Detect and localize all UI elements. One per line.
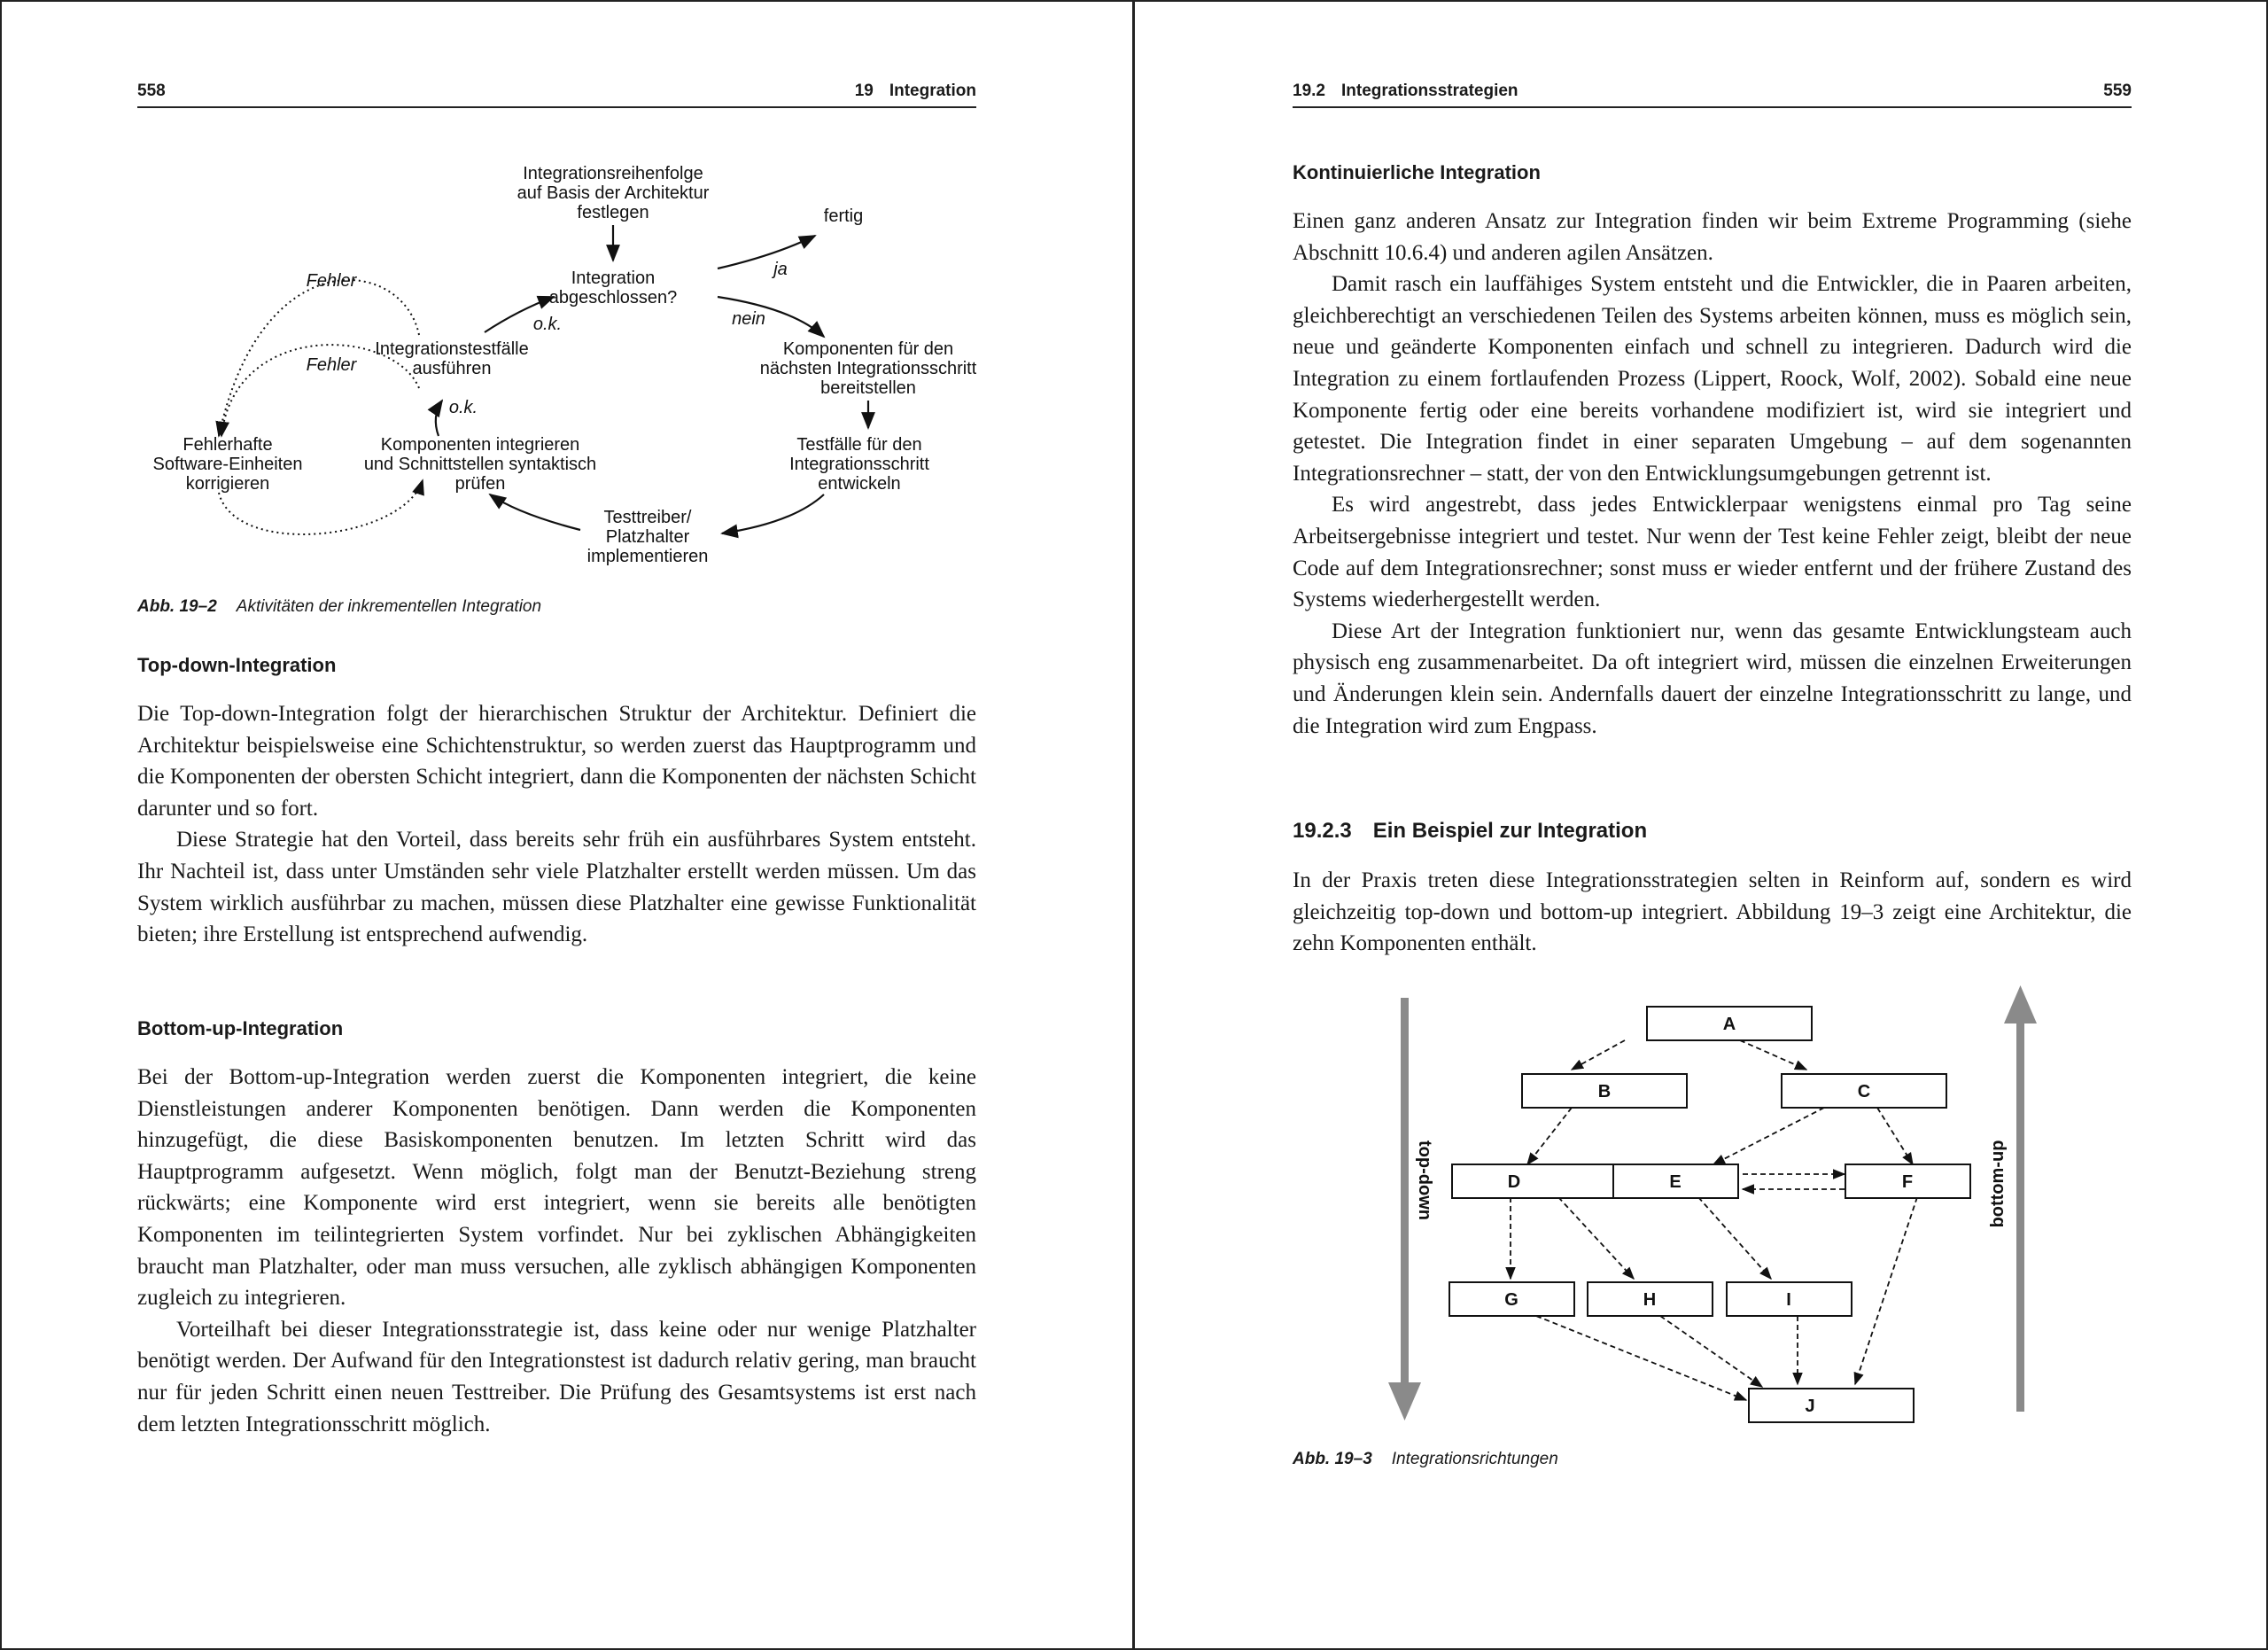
edge-b-d (1527, 1108, 1572, 1164)
figure-caption-text: Integrationsrichtungen (1391, 1450, 1558, 1468)
section-title: Ein Beispiel zur Integration (1372, 819, 1648, 843)
node-testfaelle-line2: Integrationsschritt (789, 455, 929, 474)
running-head-left (137, 80, 976, 108)
edge-c-e (1713, 1108, 1824, 1164)
paragraph: In der Praxis treten diese Integrationsstrategien selten in Reinform auf, sondern es wird gleichzeitig top-down und bottom-up integriert. Abbildung 19–3 zeigt eine Architektur, die zehn Komponenten enthält. (1293, 868, 2132, 956)
top-down-label: top-down (1415, 1140, 1434, 1220)
section-title (1293, 82, 1518, 101)
node-testtreiber-line2: Platzhalter (605, 527, 690, 547)
chapter-title (855, 82, 976, 101)
component-box-d (1452, 1164, 1617, 1198)
node-bereitstellen-line1: Komponenten für den (782, 339, 954, 359)
chapter-title-text: Integration (889, 82, 976, 100)
paragraph: Vorteilhaft bei dieser Integrationsstrategie ist, dass keine oder nur wenige Platzhalter benötigt werden. Der Aufwand für den Integrationstest ist dadurch relativ gering, man braucht nur für jeden Schritt einen neuen Testtreiber. Die Prüfung des Gesamtsystems ist erst nach dem letzten Integrationsschritt möglich. (137, 1317, 976, 1436)
edge-g-j (1536, 1316, 1746, 1400)
running-head-right (1293, 80, 2132, 108)
component-label-b: B (1597, 1082, 1612, 1101)
component-label-f: F (1901, 1172, 1914, 1192)
edge-d-h (1558, 1197, 1634, 1279)
node-testtreiber-line1: Testtreiber/ (603, 508, 692, 527)
figure-caption-19-3 (1293, 1450, 1558, 1469)
section-number: 19.2 (1293, 82, 1325, 100)
node-abgeschlossen-line1: Integration (571, 269, 656, 288)
component-label-d: D (1507, 1172, 1521, 1192)
figure-label: Abb. 19–2 (137, 597, 217, 616)
heading-beispiel (1293, 819, 1647, 844)
arrow-abgeschlossen-to-fertig (718, 236, 815, 269)
node-reihenfolge-line3: festlegen (577, 203, 649, 222)
node-bereitstellen-line2: nächsten Integrationsschritt (759, 359, 976, 378)
arrow-integrieren-to-ausfuehren (436, 401, 442, 436)
component-box-j (1749, 1389, 1914, 1422)
left-page (137, 0, 976, 1650)
heading-kontinuierliche-integration: Kontinuierliche Integration (1293, 161, 1541, 183)
component-label-c: C (1857, 1082, 1871, 1101)
node-testtreiber-line3: implementieren (586, 547, 709, 566)
edge-label-ja: ja (773, 260, 788, 279)
node-bereitstellen-line3: bereitstellen (820, 378, 916, 398)
edge-e-i (1698, 1197, 1771, 1279)
component-label-h: H (1643, 1290, 1657, 1310)
integration-cycle-diagram (137, 151, 976, 576)
node-abgeschlossen-line2: abgeschlossen? (548, 288, 678, 307)
paragraph: Bei der Bottom-up-Integration werden zuerst die Komponenten integriert, die keine Dienstleistungen anderer Komponenten benötigen. Dann werden die Komponenten hinzugefügt, die diese Basiskomponenten benutzen. Im letzten Schritt wird das Hauptprogramm aufgesetzt. Wenn möglich, folgt man der Benutzt-Beziehung streng rückwärts; eine Komponente wird erst integriert, wenn sie bereits alle benötigten Komponenten im teilintegrierten System vorfindet. Nur bei zyklischen Abhängigkeiten braucht man Platzhalter, oder man muss versuchen, alle zyklisch abhängigen Komponenten zugleich zu integrieren. (137, 1065, 976, 1311)
node-integrieren-line2: und Schnittstellen syntaktisch (363, 455, 597, 474)
component-label-a: A (1722, 1015, 1736, 1034)
figure-caption-text: Aktivitäten der inkrementellen Integration (236, 597, 542, 616)
paragraph: Die Top-down-Integration folgt der hierarchischen Struktur der Architektur. Definiert die Architektur beispielsweise eine Schichtenstruktur, so werden zuerst das Hauptprogramm und die Komponenten der obersten Schicht integriert, dann die Komponenten der nächsten Schicht darunter und so fort. (137, 702, 976, 821)
integration-directions-diagram (1293, 984, 2132, 1427)
node-ausfuehren-line2: ausführen (412, 359, 492, 378)
section-kontinuierliche-text (1293, 206, 2132, 742)
section-number: 19.2.3 (1293, 819, 1352, 843)
section-bottom-up-text (137, 1062, 976, 1440)
component-label-i: I (1786, 1290, 1791, 1310)
section-beispiel-text (1293, 865, 2132, 960)
edge-label-fehler-lower: Fehler (306, 355, 357, 375)
edge-a-c (1740, 1040, 1806, 1070)
component-label-e: E (1669, 1172, 1682, 1192)
page-gutter (1132, 0, 1135, 1650)
node-integrieren-line1: Komponenten integrieren (380, 435, 580, 455)
figure-label: Abb. 19–3 (1293, 1450, 1372, 1468)
node-testfaelle-line1: Testfälle für den (796, 435, 922, 455)
paragraph: Diese Strategie hat den Vorteil, dass bereits sehr früh ein ausführbares System entsteht. Ihr Nachteil ist, dass unter Umständen sehr viele Platzhalter erstellt werden müssen. Um das System wirklich ausführbar zu machen, müssen diese Platzhalter eine gewisse Funktionalität bieten; ihre Erstellung ist entsprechend aufwendig. (137, 828, 976, 947)
section-top-down-text (137, 698, 976, 951)
figure-caption-19-2 (137, 597, 541, 617)
node-ausfuehren-line1: Integrationstestfälle (375, 339, 529, 359)
bottom-up-label: bottom-up (1988, 1140, 2008, 1228)
page-number: 558 (137, 82, 166, 100)
chapter-number: 19 (854, 82, 874, 100)
node-korrigieren-line1: Fehlerhafte (183, 435, 273, 455)
page-number: 559 (2103, 82, 2132, 100)
node-korrigieren-line2: Software-Einheiten (152, 455, 303, 474)
edge-label-fehler-upper: Fehler (306, 271, 357, 291)
node-korrigieren-line3: korrigieren (185, 474, 270, 494)
edge-a-b (1572, 1040, 1625, 1070)
edge-label-ok-lower: o.k. (448, 398, 478, 417)
node-reihenfolge-line1: Integrationsreihenfolge (523, 164, 703, 183)
paragraph: Einen ganz anderen Ansatz zur Integration finden wir beim Extreme Programming (siehe Abschnitt 10.6.4) und anderen agilen Ansätzen. (1293, 209, 2132, 265)
component-label-g: G (1504, 1290, 1518, 1310)
bottom-up-arrow (2004, 985, 2037, 1412)
node-fertig: fertig (823, 206, 864, 226)
arrow-testfaelle-to-testtreiber (722, 494, 824, 533)
edge-label-ok-upper: o.k. (532, 315, 563, 334)
dotted-arrows (219, 280, 423, 534)
right-page (1293, 0, 2132, 1650)
arrow-testtreiber-to-integrieren (490, 494, 580, 530)
node-integrieren-line3: prüfen (454, 474, 506, 494)
node-reihenfolge-line2: auf Basis der Architektur (517, 183, 710, 203)
heading-bottom-up: Bottom-up-Integration (137, 1017, 344, 1039)
edge-c-f (1877, 1108, 1913, 1164)
node-testfaelle-line3: entwickeln (818, 474, 901, 494)
component-label-j: J (1805, 1397, 1815, 1416)
edge-f-j (1855, 1197, 1917, 1384)
section-title-text: Integrationsstrategien (1340, 82, 1518, 100)
figure-integration-directions (1293, 984, 2132, 1427)
paragraph: Damit rasch ein lauffähiges System entsteht und die Entwickler, die in Paaren arbeiten, gleichberechtigt an verschiedenen Teilen des Systems arbeiten können, muss es möglich sein, neue und geänderte Komponenten einfach und schnell zu integrieren. Dadurch wird die Integration zu einem fortlaufenden Prozess (Lippert, Roock, Wolf, 2002). Sobald eine neue Komponente fertig oder eine bereits vorhandene modifiziert ist, wird sie integriert und getestet. Die Integration findet in einer separaten Umgebung – auf dem sogenannten Integrationsrechner – statt, der von den Entwicklungsumgebungen getrennt ist. (1293, 272, 2132, 486)
edge-h-j (1660, 1316, 1762, 1387)
heading-top-down: Top-down-Integration (137, 654, 337, 676)
edge-label-nein: nein (732, 309, 765, 329)
figure-integration-cycle (137, 151, 976, 576)
paragraph: Diese Art der Integration funktioniert nur, wenn das gesamte Entwicklungsteam auch physisch eng zusammenarbeitet. Da oft integriert wird, müssen die einzelnen Erweiterungen und Änderungen klein sein. Andernfalls dauert der einzelne Integrationsschritt zu lange, und die Integration wird zum Engpass. (1293, 619, 2132, 738)
paragraph: Es wird angestrebt, dass jedes Entwicklerpaar wenigstens einmal pro Tag seine Arbeitsergebnisse integriert und testet. Nur wenn der Test keine Fehler zeigt, bleibt der neue Code auf dem Integrationsrechner; sonst muss er wieder entfernt und der frühere Zustand des Systems wiederhergestellt werden. (1293, 493, 2132, 612)
